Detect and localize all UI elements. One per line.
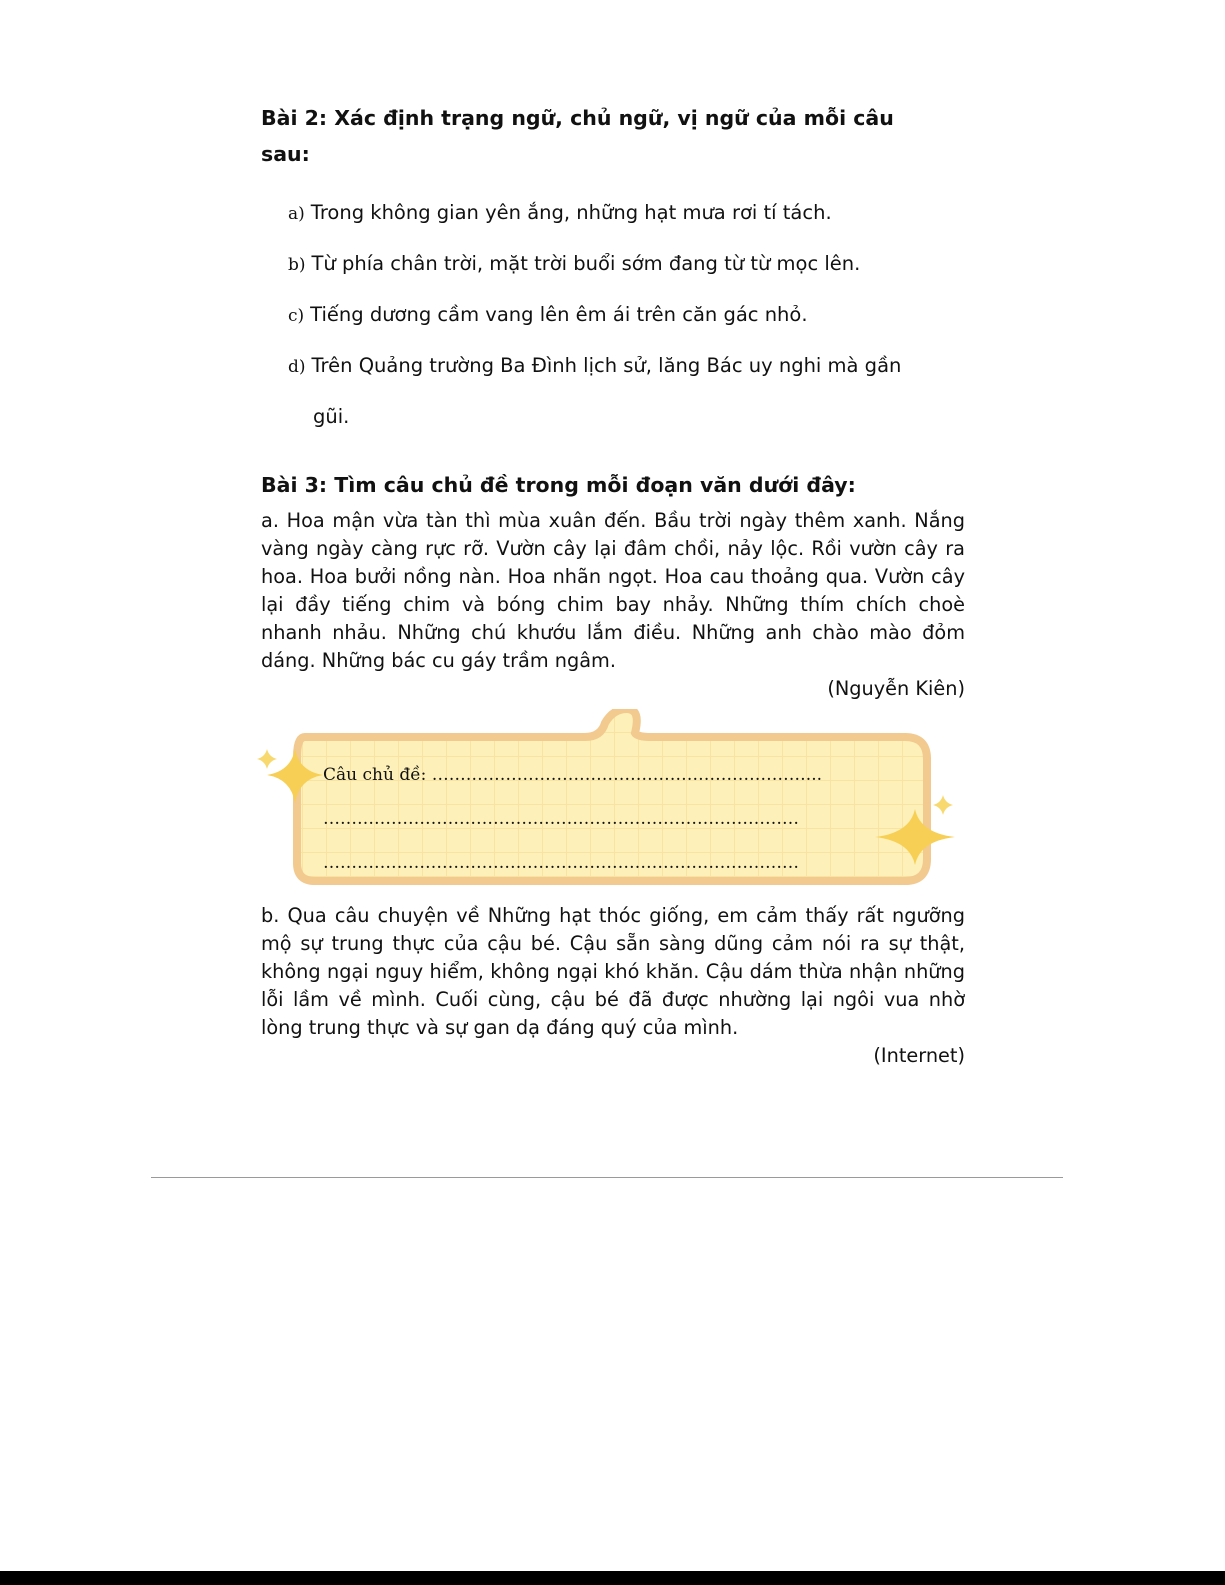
item-text: Từ phía chân trời, mặt trời buổi sớm đang từ từ mọc lên. [311, 252, 861, 275]
item-text: Trên Quảng trường Ba Đình lịch sử, lăng Bác uy nghi mà gần [311, 354, 902, 377]
page-content [261, 100, 965, 1070]
bottom-border [0, 1571, 1225, 1585]
answer-line-3: ………………………………………………………………………… [323, 853, 799, 873]
answer-box [255, 709, 965, 894]
item-letter: a) [288, 204, 305, 224]
item-text: Tiếng dương cầm vang lên êm ái trên căn gác nhỏ. [310, 303, 808, 326]
item-text: Trong không gian yên ắng, những hạt mưa rơi tí tách. [310, 201, 832, 224]
list-item [261, 341, 965, 441]
exercise2-title-line2: sau: [261, 142, 310, 166]
passage-a: a. Hoa mận vừa tàn thì mùa xuân đến. Bầu trời ngày thêm xanh. Nắng vàng ngày càng rực rỡ. Vườn cây lại đâm chồi, nảy lộc. Rồi vườn cây ra hoa. Hoa bưởi nồng nàn. Hoa nhãn ngọt. Hoa cau thoảng qua. Vườn cây lại đầy tiếng chim và bóng chim bay nhảy. Những thím chích choè nhanh nhảu. Những chú khướu lắm điều. Những anh chào mào đỏm dáng. Những bác cu gáy trầm ngâm. [261, 509, 965, 672]
item-letter: c) [288, 306, 305, 326]
exercise2-title-line1: Bài 2: Xác định trạng ngữ, chủ ngữ, vị ngữ của mỗi câu [261, 106, 894, 130]
page-divider [151, 1177, 1063, 1178]
exercise2-list [261, 188, 965, 441]
source-b: (Internet) [873, 1044, 965, 1067]
item-letter: d) [288, 357, 306, 377]
exercise2-title [261, 100, 965, 172]
answer-lines [323, 753, 913, 885]
exercise3-title: Bài 3: Tìm câu chủ đề trong mỗi đoạn văn dưới đây: [261, 473, 856, 497]
source-a: (Nguyễn Kiên) [827, 677, 965, 700]
list-item [261, 239, 965, 290]
list-item [261, 188, 965, 239]
answer-line-2: ………………………………………………………………………… [323, 809, 799, 829]
item-letter: b) [288, 255, 306, 275]
item-continuation: gũi. [313, 405, 350, 428]
answer-label: Câu chủ đề: …………………………………………………………... [323, 765, 823, 785]
passage-b: b. Qua câu chuyện về Những hạt thóc giống, em cảm thấy rất ngưỡng mộ sự trung thực của cậu bé. Cậu sẵn sàng dũng cảm nói ra sự thật, không ngại nguy hiểm, không ngại khó khăn. Cậu dám thừa nhận những lỗi lầm về mình. Cuối cùng, cậu bé đã được nhường lại ngôi vua nhờ lòng trung thực và sự gan dạ đáng quý của mình. [261, 904, 965, 1039]
list-item [261, 290, 965, 341]
